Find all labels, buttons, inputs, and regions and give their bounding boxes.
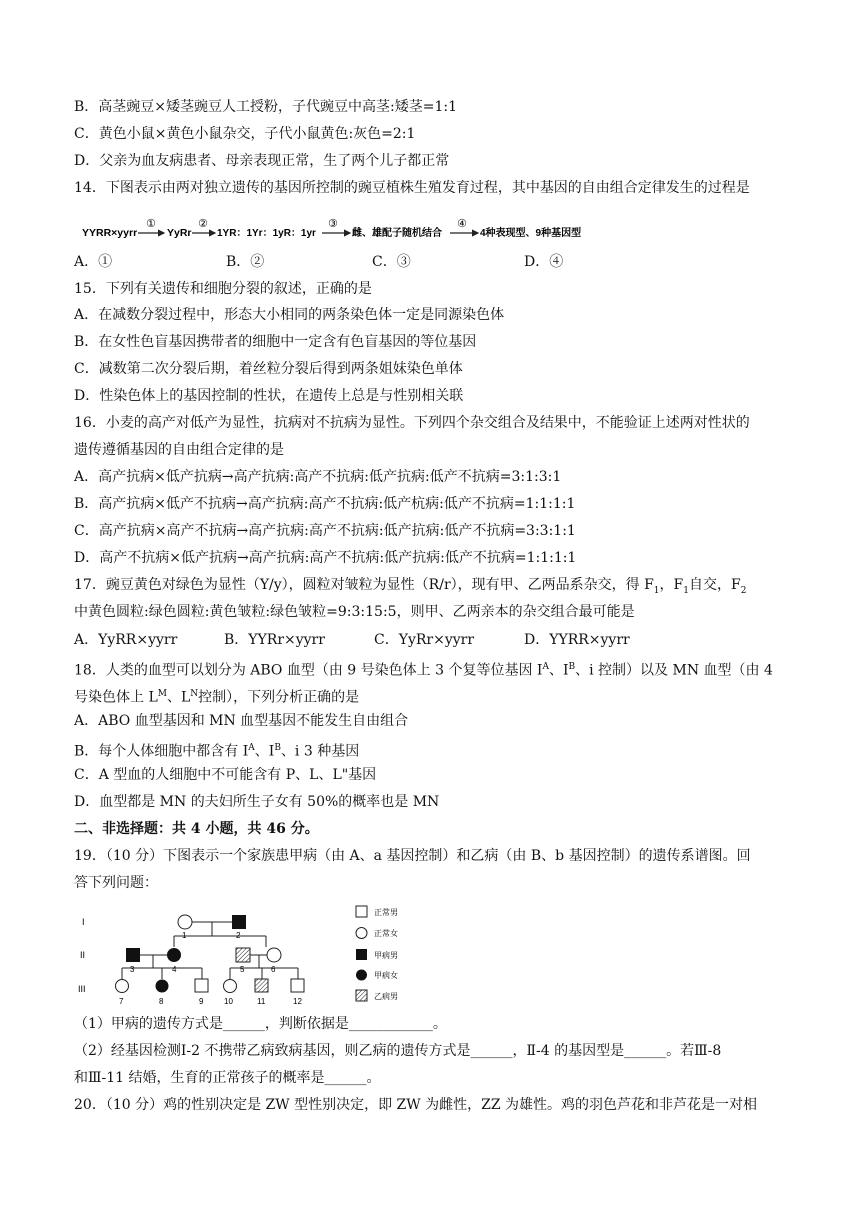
q19-stem-line1: 19．（10 分）下图表示一个家族患甲病（由 A、a 基因控制）和乙病（由 B、b 基因控制）的遗传系谱图。回 (74, 848, 751, 864)
legend-affected-male-b: 乙病男 (374, 992, 398, 1001)
q17-option-a: A．YyRR×yyrr (74, 632, 178, 648)
q18-option-d: D．血型都是 MN 的夫妇所生子女有 50%的概率也是 MN (74, 794, 440, 810)
flow-gametes: 1YR：1Yr：1yR：1yr (217, 228, 316, 239)
q18-stem2-text-c: 控制），下列分析正确的是 (198, 689, 360, 706)
flow-parents: YYRR×yyrr (82, 227, 138, 239)
q14-option-a: A．① (74, 254, 113, 270)
q17-sub-f1b: 1 (683, 585, 689, 596)
legend-affected-female-a-symbol (356, 970, 367, 981)
q19-stem-line2: 答下列问题： (74, 875, 158, 891)
q18-optb-text-a: B．每个人体细胞中都含有 I (74, 743, 249, 760)
q18-sup-n: N (190, 689, 199, 699)
q18-stem-line2 (74, 684, 359, 708)
q16-option-a: A．高产抗病×低产抗病→高产抗病:高产不抗病:低产抗病:低产不抗病=3:1:3:1 (74, 469, 562, 485)
flow-f1: YyRr (167, 227, 192, 239)
legend-normal-female: 正常女 (374, 929, 398, 938)
legend-affected-male-a-symbol (356, 949, 367, 960)
individual-II-5-affected-male-b (236, 948, 250, 962)
individual-I-1-normal-female (178, 915, 192, 929)
q19-sub-question-2-line1: （2）经基因检测Ⅰ-2 不携带乙病致病基因，则乙病的遗传方式是______，Ⅱ-4 的基因型是______。若Ⅲ-8 (74, 1043, 722, 1059)
id-11: 11 (257, 997, 266, 1006)
q15-option-c: C．减数第二次分裂后期，着丝粒分裂后得到两条姐妹染色单体 (74, 361, 463, 377)
q14-option-c: C．③ (372, 254, 411, 270)
flow-step-1-label: ① (146, 218, 156, 230)
individual-III-9-normal-male (195, 979, 208, 992)
q18-option-b (74, 738, 359, 762)
q18-sup-m: M (157, 689, 167, 699)
q13-option-d: D．父亲为血友病患者、母亲表现正常，生了两个儿子都正常 (74, 153, 450, 169)
legend-normal-male: 正常男 (374, 908, 398, 917)
id-2: 2 (236, 931, 241, 940)
individual-II-4-affected-female-a (167, 948, 181, 962)
flow-fertilization: 雌、雄配子随机结合 (352, 228, 442, 239)
individual-III-7-normal-female (116, 980, 129, 993)
id-4: 4 (172, 965, 177, 974)
q20-stem-line1: 20．（10 分）鸡的性别决定是 ZW 型性别决定，即 ZW 为雌性，ZZ 为雄性。鸡的羽色芦花和非芦花是一对相 (74, 1097, 758, 1113)
q17-option-b: B．YYRr×yyrr (224, 632, 325, 648)
id-7: 7 (119, 997, 124, 1006)
q17-stem-text-c: 自交，F (688, 577, 741, 593)
q18-optb-sup-b: B (274, 743, 281, 753)
q14-process-diagram (82, 216, 602, 244)
q19-sub-question-1: （1）甲病的遗传方式是______，判断依据是____________。 (74, 1016, 447, 1032)
individual-II-6-normal-female (267, 948, 281, 962)
individual-II-3-affected-male-a (126, 948, 140, 962)
q15-stem: 15．下列有关遗传和细胞分裂的叙述，正确的是 (74, 281, 372, 297)
q17-stem-line1 (74, 575, 746, 601)
q18-stem2-text-a: 号染色体上 L (74, 689, 158, 706)
id-3: 3 (130, 965, 135, 974)
individual-I-2-affected-male-a (232, 915, 246, 929)
flow-step-4-label: ④ (457, 218, 467, 230)
id-8: 8 (159, 997, 164, 1006)
q18-stem2-text-b: 、L (166, 689, 191, 706)
q18-sup-a: A (542, 662, 549, 672)
individual-III-12-normal-male (291, 979, 304, 992)
section-2-heading: 二、非选择题：共 4 小题，共 46 分。 (74, 821, 319, 837)
id-5: 5 (240, 965, 245, 974)
q14-option-d: D．④ (524, 254, 564, 270)
q16-stem-line1: 16．小麦的高产对低产为显性，抗病对不抗病为显性。下列四个杂交组合及结果中，不能验证上述两对性状的 (74, 415, 750, 431)
pedigree-legend (352, 902, 442, 1006)
q16-stem-line2: 遗传遵循基因的自由组合定律的是 (74, 442, 284, 458)
q17-sub-f2: 2 (740, 585, 747, 596)
q18-sup-b: B (568, 662, 576, 672)
q18-option-a: A．ABO 血型基因和 MN 血型基因不能发生自由组合 (74, 713, 409, 729)
pedigree-chart (74, 904, 374, 1008)
legend-normal-male-symbol (356, 906, 367, 917)
individual-III-10-normal-female (224, 980, 237, 993)
q18-optb-text-c: 、i 3 种基因 (280, 743, 360, 760)
q13-option-b: B．高茎豌豆×矮茎豌豆人工授粉，子代豌豆中高茎:矮茎=1:1 (74, 99, 457, 115)
q17-option-c: C．YyRr×yyrr (374, 632, 475, 648)
id-9: 9 (199, 997, 204, 1006)
q17-options (74, 630, 630, 650)
q13-option-c: C．黄色小鼠×黄色小鼠杂交，子代小鼠黄色:灰色=2:1 (74, 126, 416, 142)
legend-affected-male-b-symbol (356, 990, 367, 1001)
q18-stem-text-c: 、i 控制）以及 MN 血型（由 4 (575, 662, 773, 679)
q18-stem-text-b: 、I (548, 662, 569, 679)
q16-option-b: B．高产抗病×低产不抗病→高产抗病:高产不抗病:低产杭病:低产不抗病=1:1:1:1 (74, 496, 576, 512)
legend-affected-female-a: 甲病女 (374, 971, 398, 980)
individual-III-11-affected-male-b (255, 979, 268, 992)
q15-option-a: A．在减数分裂过程中，形态大小相同的两条染色体一定是同源染色体 (74, 307, 505, 323)
legend-affected-male-a: 甲病男 (374, 951, 398, 960)
q18-option-c: C．A 型血的人细胞中不可能含有 P、L、L"基因 (74, 767, 377, 783)
gen-label-1: I (82, 917, 85, 927)
q18-optb-sup-a: A (248, 743, 255, 753)
flow-step-3-label: ③ (328, 218, 338, 230)
q15-option-d: D．性染色体上的基因控制的性状，在遗传上总是与性别相关联 (74, 388, 464, 404)
q16-option-d: D．高产不抗病×低产抗病→高产抗病:高产不抗病:低产抗病:低产不抗病=1:1:1:1 (74, 550, 577, 566)
q14-options (74, 252, 563, 272)
q19-sub-question-2-line2: 和Ⅲ-11 结婚，生育的正常孩子的概率是______。 (74, 1070, 381, 1086)
id-1: 1 (182, 931, 187, 940)
gen-label-3: III (78, 984, 86, 994)
q14-stem: 14．下图表示由两对独立遗传的基因所控制的豌豆植株生殖发育过程，其中基因的自由组合定律发生的过程是 (74, 180, 750, 196)
id-10: 10 (224, 997, 233, 1006)
q17-stem-line2: 中黄色圆粒:绿色圆粒:黄色皱粒:绿色皱粒=9:3:15:5，则甲、乙两亲本的杂交组合最可能是 (74, 604, 635, 620)
q18-stem-line1 (74, 657, 773, 681)
flow-result: 4种表现型、9种基因型 (480, 228, 582, 239)
q17-option-d: D．YYRR×yyrr (524, 632, 630, 648)
q17-sub-f1: 1 (653, 585, 660, 596)
id-12: 12 (293, 997, 302, 1006)
id-6: 6 (271, 965, 276, 974)
legend-normal-female-symbol (356, 928, 367, 939)
q15-option-b: B．在女性色盲基因携带者的细胞中一定含有色盲基因的等位基因 (74, 334, 477, 350)
q17-stem-text-a: 17．豌豆黄色对绿色为显性（Y/y），圆粒对皱粒为显性（R/r），现有甲、乙两品系杂交，得 F (74, 577, 654, 593)
individual-III-8-affected-female-a (156, 980, 169, 993)
q16-option-c: C．高产抗病×高产不抗病→高产抗病:高产不抗病:低产抗病:低产不抗病=3:3:1:1 (74, 523, 576, 539)
flow-step-2-label: ② (198, 218, 208, 230)
q18-stem-text-a: 18．人类的血型可以划分为 ABO 血型（由 9 号染色体上 3 个复等位基因 I (74, 662, 543, 679)
gen-label-2: II (80, 950, 86, 960)
q14-option-b: B．② (226, 254, 265, 270)
q18-optb-text-b: 、I (254, 743, 275, 760)
q17-stem-text-b: ，F (659, 577, 684, 593)
